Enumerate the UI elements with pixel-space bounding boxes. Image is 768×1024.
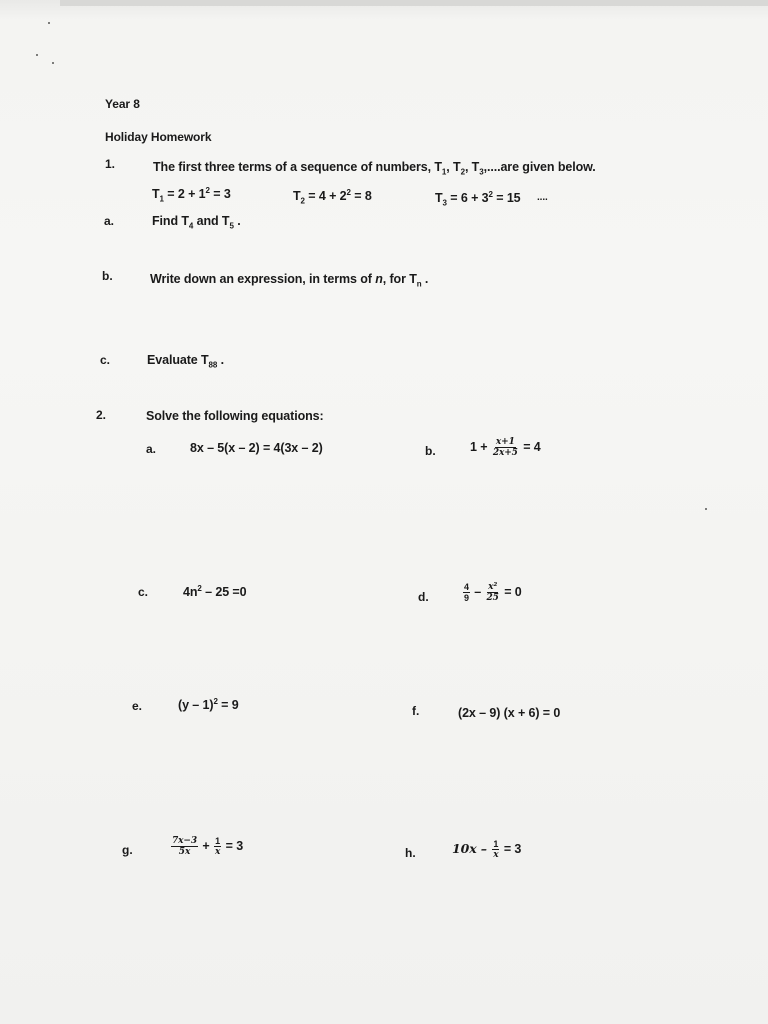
q2a-label: a. — [146, 442, 157, 456]
year-label: Year 8 — [105, 97, 140, 111]
q2f-label: f. — [412, 704, 420, 718]
q1c-label: c. — [100, 353, 111, 367]
q1b-label: b. — [102, 269, 113, 283]
q1-term-1: $T_1 = 2 + 1^2 = 3$ — [152, 186, 231, 204]
q1-term-2: $T_2 = 4 + 2^2 = 8$ — [293, 188, 372, 206]
paper-speck — [52, 62, 54, 64]
q2d-label: d. — [418, 590, 429, 604]
q2b-label: b. — [425, 444, 436, 458]
homework-title: Holiday Homework — [105, 130, 212, 144]
q2h-label: h. — [405, 846, 416, 860]
paper-speck — [36, 54, 38, 56]
q1-number: 1. — [105, 157, 116, 171]
q2c-equation: $4n^2 - 25 =0$ — [183, 584, 247, 600]
q2d-equation: $\frac{4}{9}$ – $\frac{\text{x²}}{25}$ = 0 — [464, 582, 522, 603]
q1b-text: Write down an expression, in terms of n, for $T_n$ . — [150, 272, 429, 289]
q2e-equation: (y – 1)$^2$ = 9 — [178, 697, 239, 713]
q2h-equation: 10x – $\frac{1}{x}$ = 3 — [452, 839, 522, 860]
paper-speck — [48, 22, 50, 24]
q2-number: 2. — [96, 408, 107, 422]
q2e-label: e. — [132, 699, 143, 713]
q2g-equation: $\frac{7x-3}{5x}$ + $\frac{1}{x}$ = 3 — [172, 836, 244, 857]
q1-term-ellipsis: .... — [537, 192, 548, 203]
q2g-label: g. — [122, 843, 133, 857]
q1c-text: Evaluate $T_{88}$ . — [147, 353, 224, 370]
q2c-label: c. — [138, 585, 149, 599]
q2b-equation: 1 + $\frac{x+1}{2x+5}$ = 4 — [470, 437, 541, 458]
paper-edge-shadow — [60, 0, 768, 6]
q2f-equation: (2x – 9) (x + 6) = 0 — [458, 706, 561, 720]
q1-term-3: $T_3 = 6 + 3^2 = 15$ — [435, 190, 521, 208]
q1-intro: The first three terms of a sequence of numbers, $T_1$, $T_2$, $T_3,....are$ given below. — [153, 160, 596, 177]
paper-speck — [705, 508, 707, 510]
q2-intro: Solve the following equations: — [146, 409, 324, 423]
q2a-equation: 8x – 5(x – 2) = 4(3x – 2) — [190, 441, 323, 455]
q1a-text: Find $T_4$ and $T_5$ . — [152, 214, 241, 231]
q1a-label: a. — [104, 214, 115, 228]
